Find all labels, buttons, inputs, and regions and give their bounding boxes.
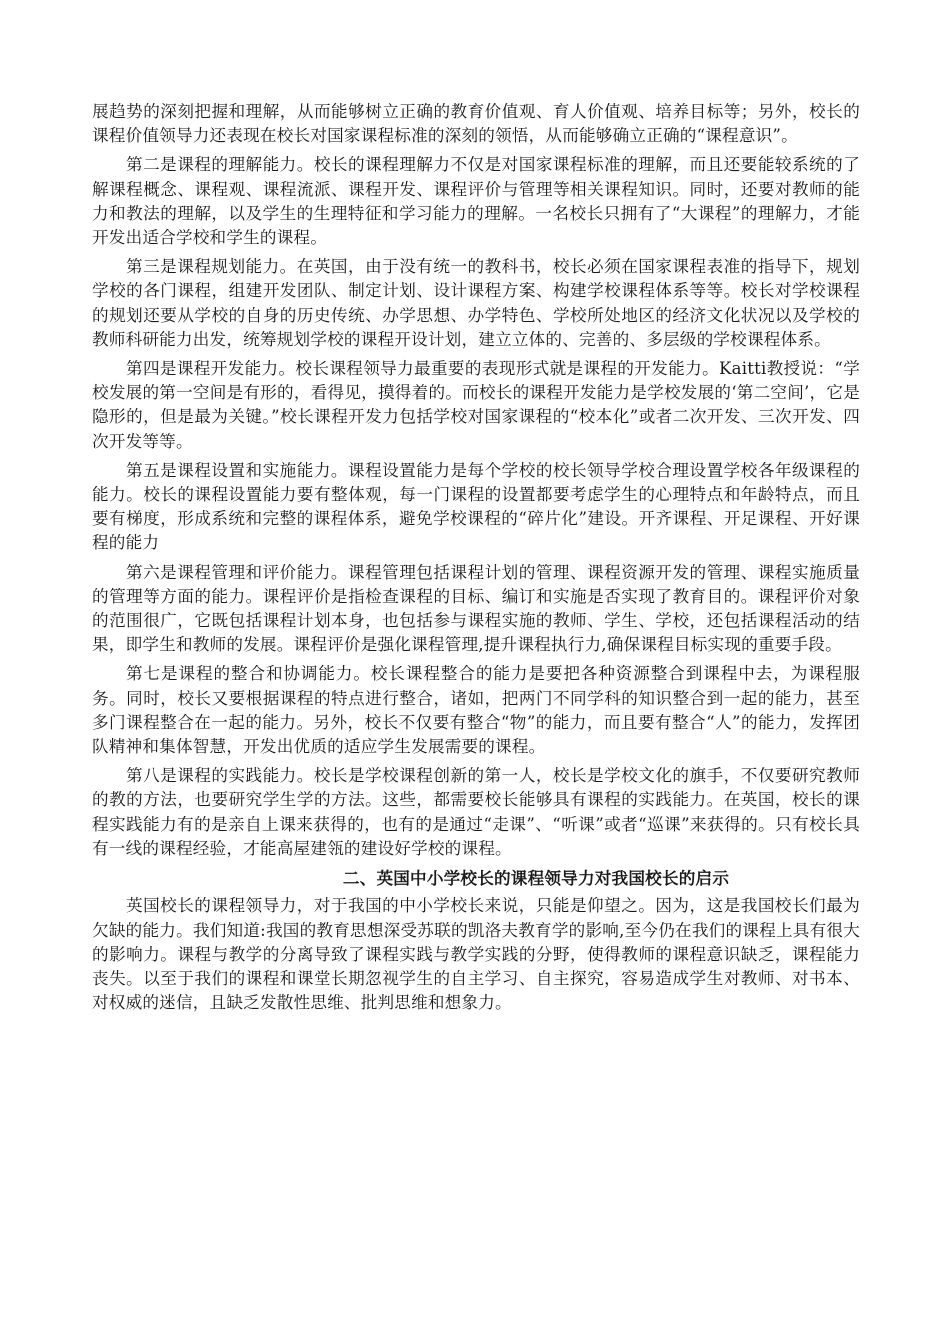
paragraph-closing: 英国校长的课程领导力，对于我国的中小学校长来说，只能是仰望之。因为，这是我国校长们最为欠缺的能力。我们知道:我国的教育思想深受苏联的凯洛夫教育学的影响,至今仍在我们的课程上具有很大的影响力。课程与教学的分离导致了课程实践与教学实践的分野，使得教师的课程意识缺乏，课程能力丧失。以至于我们的课程和课堂长期忽视学生的自主学习、自主探究，容易造成学生对教师、对书本、对权威的迷信，且缺乏发散性思维、批判思维和想象力。 xyxy=(92,896,860,1013)
document-page xyxy=(92,100,860,1020)
paragraph-continuation: 展趋势的深刻把握和理解，从而能够树立正确的教育价值观、育人价值观、培养目标等；另外，校长的课程价值领导力还表现在校长对国家课程标准的深刻的领悟，从而能够确立正确的“课程意识”。 xyxy=(92,102,860,146)
paragraph-setting-ability: 第五是课程设置和实施能力。课程设置能力是每个学校的校长领导学校合理设置学校各年级课程的能力。校长的课程设置能力要有整体观，每一门课程的设置都要考虑学生的心理特点和年龄特点，而且要有梯度，形成系统和完整的课程体系，避免学校课程的“碎片化”建设。开齐课程、开足课程、开好课程的能力 xyxy=(92,460,860,553)
paragraph-management-ability: 第六是课程管理和评价能力。课程管理包括课程计划的管理、课程资源开发的管理、课程实施质量的管理等方面的能力。课程评价是指检查课程的目标、编订和实施是否实现了教育目的。课程评价对象的范围很广，它既包括课程计划本身，也包括参与课程实施的教师、学生、学校，还包括课程活动的结果，即学生和教师的发展。课程评价是强化课程管理,提升课程执行力,确保课程目标实现的重要手段。 xyxy=(92,562,860,655)
paragraph-development-ability: 第四是课程开发能力。校长课程领导力最重要的表现形式就是课程的开发能力。Kaitti教授说：“学校发展的第一空间是有形的，看得见，摸得着的。而校长的课程开发能力是学校发展的‘第二空间’，它是隐形的，但是最为关键。”校长课程开发力包括学校对国家课程的“校本化”或者二次开发、三次开发、四次开发等等。 xyxy=(92,359,860,451)
paragraph-planning-ability: 第三是课程规划能力。在英国，由于没有统一的教科书，校长必须在国家课程表准的指导下，规划学校的各门课程，组建开发团队、制定计划、设计课程方案、构建学校课程体系等等。校长对学校课程的规划还要从学校的自身的历史传统、办学思想、办学特色、学校所处地区的经济文化状况以及学校的教师科研能力出发，统筹规划学校的课程开设计划，建立立体的、完善的、多层级的学校课程体系。 xyxy=(92,257,860,349)
paragraph-understanding-ability: 第二是课程的理解能力。校长的课程理解力不仅是对国家课程标准的理解，而且还要能较系统的了解课程概念、课程观、课程流派、课程开发、课程评价与管理等相关课程知识。同时，还要对教师的能力和教法的理解，以及学生的生理特征和学习能力的理解。一名校长只拥有了“大课程”的理解力，才能开发出适合学校和学生的课程。 xyxy=(92,155,860,248)
section-heading: 二、英国中小学校长的课程领导力对我国校长的启示 xyxy=(342,868,730,889)
paragraph-practice-ability: 第八是课程的实践能力。校长是学校课程创新的第一人，校长是学校文化的旗手，不仅要研究教师的教的方法，也要研究学生学的方法。这些，都需要校长能够具有课程的实践能力。在英国，校长的课程实践能力有的是亲自上课来获得的，也有的是通过“走课”、“听课”或者“巡课”来获得的。只有校长具有一线的课程经验，才能高屋建瓴的建设好学校的课程。 xyxy=(92,766,860,858)
paragraph-integration-ability: 第七是课程的整合和协调能力。校长课程整合的能力是要把各种资源整合到课程中去，为课程服务。同时，校长又要根据课程的特点进行整合，诸如，把两门不同学科的知识整合到一起的能力，甚至多门课程整合在一起的能力。另外，校长不仅要有整合“物”的能力，而且要有整合“人”的能力，发挥团队精神和集体智慧，开发出优质的适应学生发展需要的课程。 xyxy=(92,664,860,757)
